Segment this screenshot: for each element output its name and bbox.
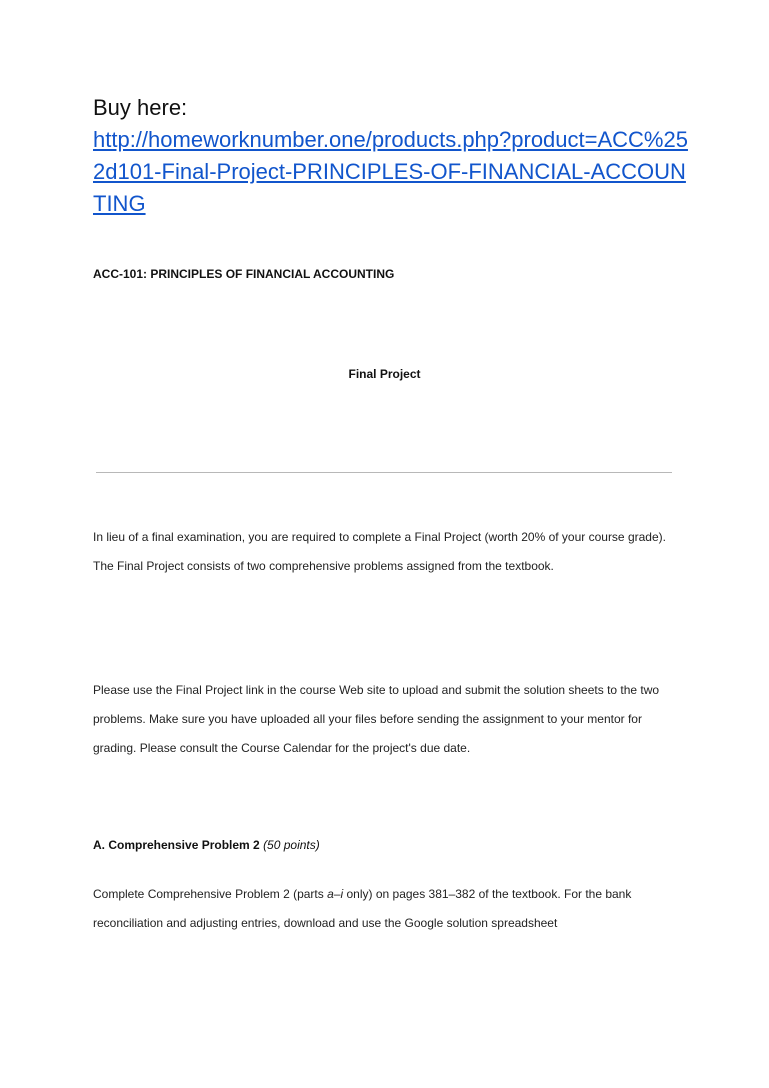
section-a-text-after: only) on pages 381–382 of the textbook. For the bank reconciliation and adjusting entries, download and use the Google solution spreadsheet <box>93 887 632 930</box>
course-title: ACC-101: PRINCIPLES OF FINANCIAL ACCOUNTING <box>93 267 395 281</box>
submission-paragraph: Please use the Final Project link in the course Web site to upload and submit the solution sheets to the two problems. Make sure you have uploaded all your files before sending the assignment to your mentor for grading. Please consult the Course Calendar for the project's due date. <box>93 683 660 755</box>
section-a-parts-start: a <box>327 887 334 901</box>
buy-here-label: Buy here: <box>93 95 188 120</box>
product-link[interactable]: http://homeworknumber.one/products.php?product=ACC%252d101-Final-Project-PRINCIPLES-OF-FINANCIAL-ACCOUNTING <box>93 127 688 216</box>
section-a-points: (50 points) <box>263 838 320 852</box>
section-a-parts-dash: – <box>333 887 341 901</box>
section-a-heading <box>93 837 320 853</box>
section-a-paragraph <box>93 880 683 938</box>
section-a-title: A. Comprehensive Problem 2 <box>93 838 260 852</box>
horizontal-divider <box>96 472 672 473</box>
intro-paragraph: In lieu of a final examination, you are required to complete a Final Project (worth 20% of your course grade). The Final Project consists of two comprehensive problems assigned from the textbook. <box>93 530 666 573</box>
section-a-parts-end: i <box>340 887 344 901</box>
project-title: Final Project <box>348 367 421 381</box>
section-a-text-before: Complete Comprehensive Problem 2 (parts <box>93 887 328 901</box>
